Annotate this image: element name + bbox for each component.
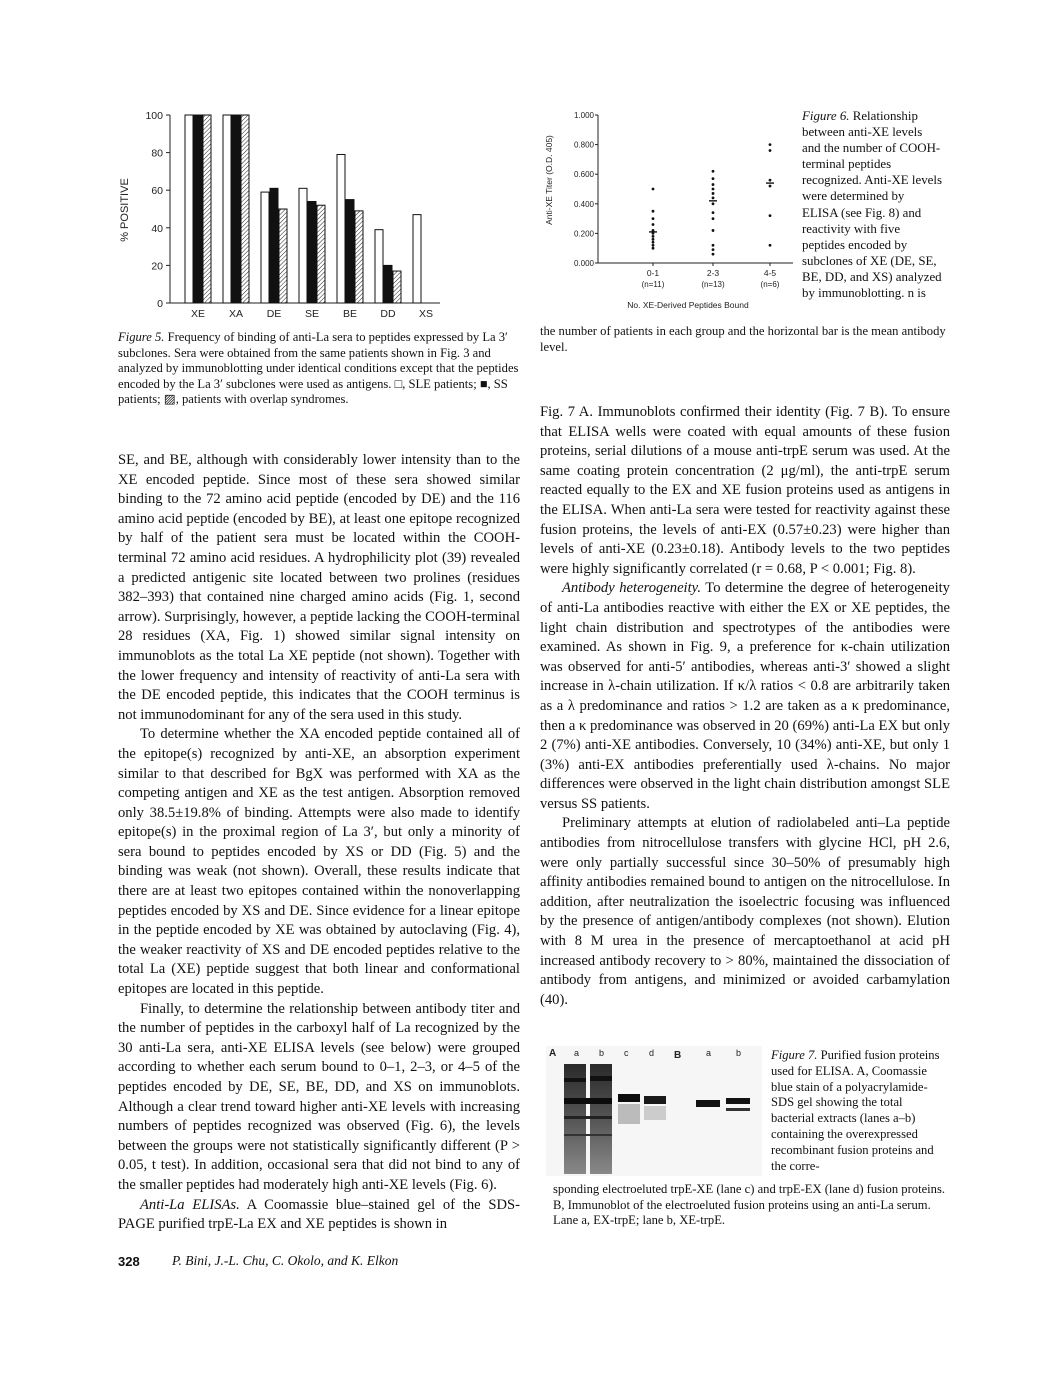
gel-lane-label: c [624, 1048, 629, 1058]
data-point [652, 217, 655, 220]
paragraph: Finally, to determine the relationship between antibody titer and the number of peptides in the carboxyl half of La recognized by the 30 anti-La sera, anti-XE ELISA levels (see below) were grouped according to whether each serum bound to 0–1, 2–3, or 4–5 of the peptides encoded by DE, SE, BE, DD, and XS on immunoblots. Although a clear trend toward higher anti-XE levels with increasing numbers of peptides recognized was observed (Fig. 6), the levels between the groups were not statistically significantly different (P > 0.05, t test). In addition, occasional sera that did not bind to any of the smaller peptides had moderately high anti-XE levels (Fig. 6). [118, 1000, 520, 1193]
figure-5-caption [118, 330, 520, 408]
bar-XA-open [223, 115, 231, 303]
group-n-label: (n=6) [760, 280, 780, 289]
data-point [652, 238, 655, 241]
x-tick-label: XE [190, 308, 206, 320]
paragraph: SE, and BE, although with considerably lower intensity than to the XE encoded peptide. Since most of these sera showed similar binding to the 72 amino acid peptide (encoded by DE) and the 116 amino acid peptide (encoded by BE), at least one epitope recognized by half of the patient sera must be located within the COOH-terminal 72 amino acid residues. A hydrophilicity plot (39) revealed a predicted antigenic site located between two prolines (residues 382–393) that contained nine charged amino acids (Fig. 1, second arrow). Surprisingly, however, a peptide lacking the COOH-terminal 28 residues (XA, Fig. 1) showed similar signal intensity on immunoblots as the total La XE peptide (not shown). Together with the lower frequency and intensity of reactivity of anti-La sera with the DE encoded peptide, this indicates that the COOH terminus is not immunodominant for any of the sera used in this study. [118, 452, 520, 723]
x-tick-label: DD [380, 308, 396, 320]
section-heading: Anti-La ELISAs. [140, 1196, 240, 1213]
gel-lane-label: b [736, 1048, 742, 1058]
figure-5-chart [110, 100, 450, 325]
bar-DD-hatched [393, 271, 401, 303]
bar-DD-solid [384, 265, 392, 303]
bar-BE-open [337, 154, 345, 303]
data-point [712, 170, 715, 173]
bar-XE-solid [194, 115, 202, 303]
y-tick-label: 0.800 [573, 140, 594, 150]
data-point [652, 210, 655, 213]
y-tick-label: 0.200 [573, 229, 594, 239]
bar-SE-open [299, 188, 307, 303]
bar-SE-hatched [317, 205, 325, 303]
x-tick-label: XS [418, 308, 434, 320]
data-point [712, 217, 715, 220]
data-point [652, 223, 655, 226]
paragraph: Preliminary attempts at elution of radiolabeled anti–La peptide antibodies from nitrocellulose transfers with glycine HCl, pH 2.6, were only partially successful since 30–50% of presumably high affinity antibodies remained bound to antigen on the nitrocellulose. In addition, after neutralization the isoelectric focusing was influenced by the presence of antigen/antibody complexes (not shown). Elution with 8 M urea in the presence of mercaptoethanol at acid pH increased antibody recovery to > 80%, maintained the dissociation of antibody from antigens, and minimized or avoided carbamylation (40). [540, 815, 950, 1008]
group-n-label: (n=13) [701, 280, 725, 289]
bar-DE-hatched [279, 209, 287, 303]
data-point [712, 244, 715, 247]
figure-7-caption-full: sponding electroeluted trpE-XE (lane c) and trpE-EX (lane d) fusion proteins. B, Immunoblot of the electroeluted fusion proteins using an anti-La serum. Lane a, EX-trpE; lane b, XE-trpE. [553, 1182, 946, 1228]
y-tick-label: 80 [151, 147, 163, 160]
figure-5-label: Figure 5. [118, 330, 165, 344]
gel-panel-label-b: B [674, 1050, 682, 1061]
y-tick-label: 20 [151, 260, 163, 273]
y-tick-label: 0.600 [573, 170, 594, 180]
bar-BE-solid [346, 200, 354, 303]
y-tick-label: 60 [151, 185, 163, 198]
y-axis-label: % POSITIVE [119, 178, 131, 242]
bar-XE-hatched [203, 115, 211, 303]
bar-XE-open [185, 115, 193, 303]
y-tick-label: 1.000 [573, 111, 594, 120]
bar-SE-solid [308, 201, 316, 303]
y-tick-label: 0 [157, 298, 163, 310]
group-n-label: (n=11) [641, 280, 665, 289]
figure-7-label: Figure 7. [771, 1048, 818, 1062]
data-point [652, 244, 655, 247]
data-point [712, 211, 715, 214]
gel-lane-label: d [649, 1048, 655, 1058]
page-number: 328 [118, 1254, 140, 1269]
x-tick-label: DE [266, 308, 282, 320]
data-point [712, 229, 715, 232]
figure-6-chart [538, 108, 800, 316]
section-heading: Antibody heterogeneity. [562, 580, 701, 597]
data-point [712, 248, 715, 251]
gel-panel-label-a: A [549, 1048, 557, 1059]
gel-lane-label: b [599, 1048, 605, 1058]
right-column [540, 403, 950, 1010]
figure-6-label: Figure 6. [802, 109, 850, 123]
data-point [712, 192, 715, 195]
bar-XA-hatched [241, 115, 249, 303]
bar-DE-open [261, 192, 269, 303]
y-tick-label: 0.000 [573, 259, 594, 268]
data-point [652, 235, 655, 238]
x-tick-label: 4-5 [763, 268, 777, 278]
figure-7-gel-image [546, 1046, 762, 1176]
figure-7-caption-side [771, 1048, 949, 1174]
data-point [712, 188, 715, 191]
data-point [769, 143, 772, 146]
y-tick-label: 0.400 [573, 199, 594, 209]
gel-photo [546, 1046, 762, 1176]
x-tick-label: 2-3 [706, 268, 720, 278]
data-point [712, 183, 715, 186]
bar-DE-solid [270, 188, 278, 303]
x-tick-label: BE [342, 308, 358, 320]
x-tick-label: XA [228, 308, 244, 320]
data-point [769, 214, 772, 217]
paragraph-text: To determine the degree of heterogeneity of anti-La antibodies reactive with either the EX or XE peptides, the light chain distribution and spectrotypes of the antibodies were examined. As shown in Fig. 9, a preference for κ-chain utilization was observed for anti-5′ antibodies, whereas anti-3′ showed a slight increase in λ-chain utilization. If κ/λ ratios < 0.8 are arbitrarily taken as a λ predominance and ratios > 1.2 are taken as a κ predominance, then a κ predominance was observed in 20 (69%) anti-La EX but only 2 (7%) anti-XE antibodies. Conversely, 10 (34%) anti-XE, but only 1 (3%) anti-EX antibodies preferentially used λ-chains. No major differences were observed in the light chain distribution amongst SLE versus SS patients. [540, 580, 950, 812]
paragraph [540, 579, 950, 814]
figure-5-caption-text: Frequency of binding of anti-La sera to peptides expressed by La 3′ subclones. Sera were obtained from the same patients shown in Fig. 3 and analyzed by immunoblotting under identical conditions except that the peptides encoded by the La 3′ subclones were used as antigens. □, SLE patients; ■, SS patients; ▨, patients with overlap syndromes. [118, 330, 519, 407]
data-point [712, 202, 715, 205]
figure-6-caption-full: the number of patients in each group and the horizontal bar is the mean antibody level. [540, 324, 946, 354]
data-point [652, 188, 655, 191]
data-point [712, 253, 715, 256]
paragraph: To determine whether the XA encoded peptide contained all of the epitope(s) recognized by anti-XE, an absorption experiment similar to that described for BgX was performed with XA as the competing antigen and XE as the test antigen. Absorption removed only 38.5±19.8% of binding. Attempts were also made to identify epitope(s) in the proximal region of La 3′, but only a minority of sera bound to peptides encoded by XS or DD (Fig. 5) and the binding was weak (not shown). Overall, these results indicate that there are at least two epitopes contained within the nonoverlapping peptides encoded by XS and DE. Since evidence for a linear epitope in the peptide encoded by XE was obtained by autoclaving (Fig. 4), the weaker reactivity of XS and DE encoded peptides relative to the total La (XE) peptide suggest that both linear and conformational epitopes are located in this peptide. [118, 726, 520, 998]
left-column [118, 451, 520, 1235]
x-tick-label: 0-1 [646, 268, 660, 278]
x-axis-label: No. XE-Derived Peptides Bound [627, 300, 749, 310]
y-tick-label: 40 [151, 222, 163, 235]
figure-6-caption-side [802, 108, 942, 301]
paragraph [118, 1196, 520, 1235]
paragraph: Fig. 7 A. Immunoblots confirmed their identity (Fig. 7 B). To ensure that ELISA wells were coated with equal amounts of these fusion proteins, serial dilutions of a mouse anti-trpE serum was used. At the same coating protein concentration (2 μg/ml), the anti-trpE serum reacted equally to the EX and XE fusion proteins used as antigens in the ELISA. When anti-La sera were tested for reactivity against these fusion proteins, the levels of anti-EX (0.57±0.23) were higher than levels of anti-XE (0.23±0.18). Antibody levels to the two peptides were highly significantly correlated (r = 0.68, P < 0.001; Fig. 8). [540, 404, 950, 577]
data-point [769, 179, 772, 182]
figure-6-caption-side-text: Relationship between anti-XE levels and the number of COOH-terminal peptides recognized. Anti-XE levels were determined by ELISA (see Fig. 8) and reactivity with five peptides encoded by subclones of XE (DE, SE, BE, DD, and XS) analyzed by immunoblotting. n is [802, 109, 942, 301]
y-tick-label: 100 [145, 110, 163, 122]
gel-lane-label: a [706, 1048, 712, 1058]
figure-7-caption-side-text: Purified fusion proteins used for ELISA. A, Coomassie blue stain of a polyacrylamide-SDS gel showing the total bacterial extracts (lanes a–b) containing the overexpressed recombinant fusion proteins and the corre- [771, 1048, 940, 1173]
data-point [652, 247, 655, 250]
bar-XS-open [413, 215, 421, 303]
gel-lane-label: a [574, 1048, 580, 1058]
data-point [769, 244, 772, 247]
data-point [769, 185, 772, 188]
x-tick-label: SE [304, 308, 320, 320]
data-point [712, 196, 715, 199]
data-point [712, 177, 715, 180]
bar-XA-solid [232, 115, 240, 303]
y-axis-label: Anti-XE Titer (O.D. 405) [544, 135, 554, 225]
running-footer-authors: P. Bini, J.-L. Chu, C. Okolo, and K. Elkon [172, 1253, 399, 1268]
bar-DD-open [375, 230, 383, 303]
data-point [652, 241, 655, 244]
data-point [769, 149, 772, 152]
bar-BE-hatched [355, 211, 363, 303]
paragraph-text: A Coomassie blue–stained gel of the SDS-PAGE purified trpE-La EX and XE peptides is shown in [118, 1196, 520, 1233]
